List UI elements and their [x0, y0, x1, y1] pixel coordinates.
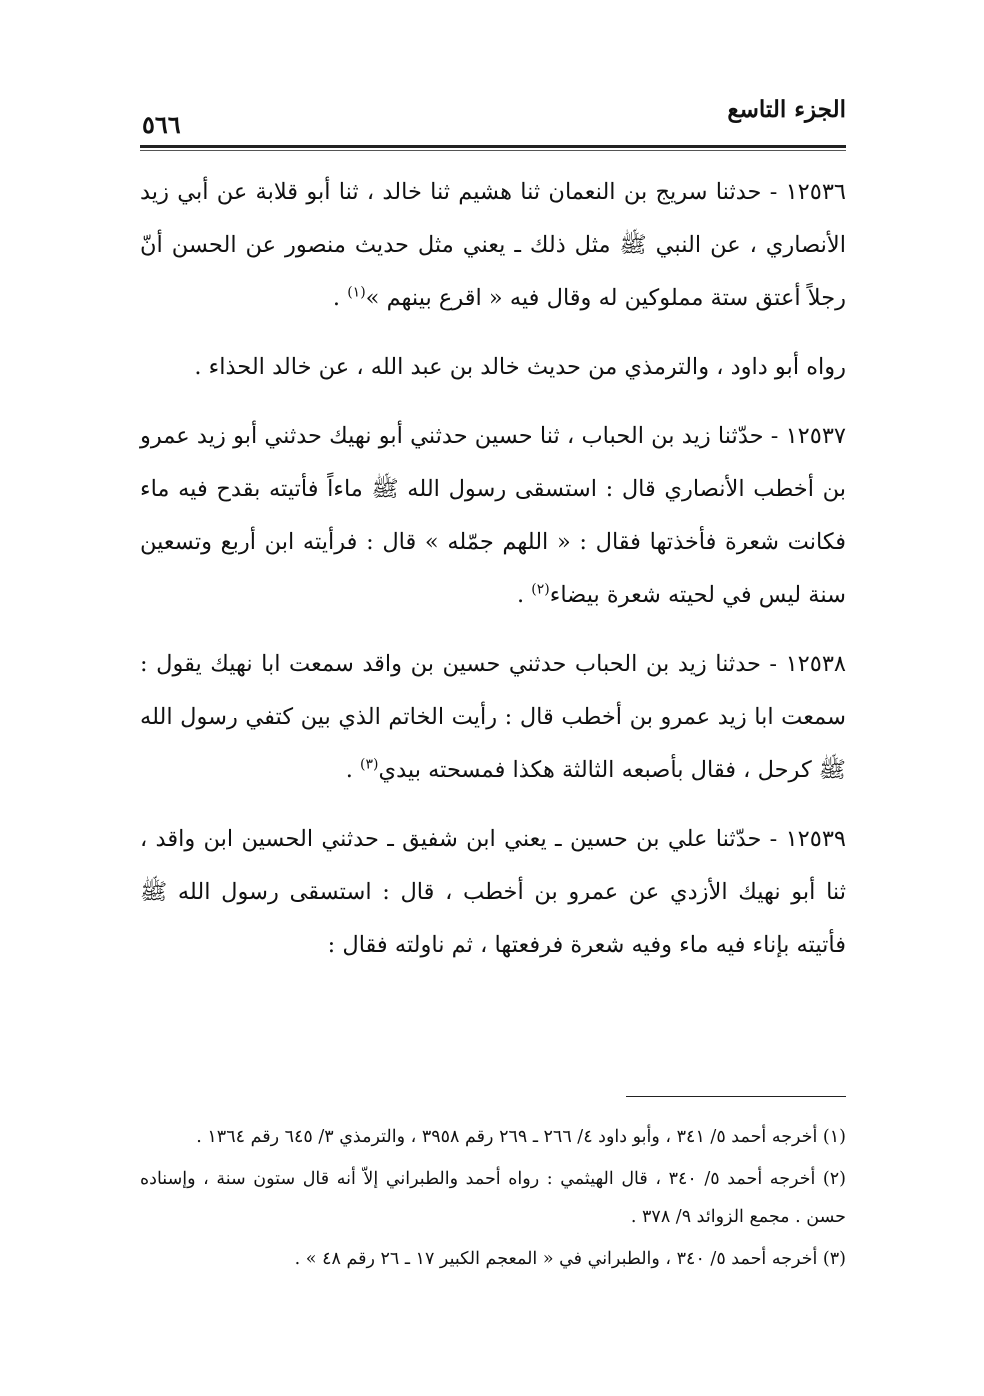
footnote-ref: (٣)	[360, 756, 379, 773]
paragraph-end: .	[345, 757, 361, 783]
paragraph-text: ١٢٥٣٧ - حدّثنا زيد بن الحباب ، ثنا حسين حدثني أبو نهيك حدثني أبو زيد عمرو بن أخطب الأنصاري قال : استسقى رسول الله ﷺ ماءاً فأتيته بقدح فيه ماء فكانت شعرة فأخذتها فقال : « اللهم جمّله » قال : فرأيته ابن أربع وتسعين سنة ليس في لحيته شعرة بيضاء	[140, 423, 846, 608]
footnotes	[140, 1118, 846, 1282]
hadith-12538	[140, 638, 846, 797]
paragraph-text: رواه أبو داود ، والترمذي من حديث خالد بن عبد الله ، عن خالد الحذاء .	[194, 354, 846, 380]
volume-title: الجزء التاسع	[727, 96, 846, 123]
header-rule	[140, 145, 846, 148]
footnote-2: (٢) أخرجه أحمد ٥/ ٣٤٠ ، قال الهيثمي : رواه أحمد والطبراني إلاّ أنه قال ستون سنة ، وإسناده حسن . مجمع الزوائد ٩/ ٣٧٨ .	[140, 1169, 846, 1227]
hadith-12537	[140, 410, 846, 622]
header-rule-thin	[140, 150, 846, 151]
paragraph-text: ١٢٥٣٨ - حدثنا زيد بن الحباب حدثني حسين بن واقد سمعت ابا نهيك يقول : سمعت ابا زيد عمرو بن أخطب قال : رأيت الخاتم الذي بين كتفي رسول الله ﷺ كرحل ، فقال بأصبعه الثالثة هكذا فمسحته بيدي	[140, 651, 846, 783]
commentary-paragraph	[140, 341, 846, 394]
main-text	[140, 166, 846, 988]
footnote-ref: (١)	[347, 284, 366, 301]
page-number: ٥٦٦	[142, 110, 181, 139]
paragraph-text: ١٢٥٣٦ - حدثنا سريج بن النعمان ثنا هشيم ثنا خالد ، ثنا أبو قلابة عن أبي زيد الأنصاري ، عن النبي ﷺ مثل ذلك ـ يعني مثل حديث منصور عن الحسن أنّ رجلاً أعتق ستة مملوكين له وقال فيه « اقرع بينهم »	[140, 179, 846, 311]
paragraph-end: .	[516, 582, 532, 608]
paragraph-end: .	[332, 285, 348, 311]
hadith-12536	[140, 166, 846, 325]
footnote-divider	[626, 1096, 846, 1097]
footnote-1: (١) أخرجه أحمد ٥/ ٣٤١ ، وأبو داود ٤/ ٢٦٦ ـ ٢٦٩ رقم ٣٩٥٨ ، والترمذي ٣/ ٦٤٥ رقم ١٣٦٤ .	[196, 1127, 846, 1147]
footnote-ref: (٢)	[531, 581, 550, 598]
hadith-12539	[140, 813, 846, 972]
footnote-3: (٣) أخرجه أحمد ٥/ ٣٤٠ ، والطبراني في « المعجم الكبير ١٧ ـ ٢٦ رقم ٤٨ » .	[294, 1249, 846, 1269]
page-header	[140, 96, 846, 146]
paragraph-text: ١٢٥٣٩ - حدّثنا علي بن حسين ـ يعني ابن شفيق ـ حدثني الحسين ابن واقد ، ثنا أبو نهيك الأزدي عن عمرو بن أخطب ، قال : استسقى رسول الله ﷺ فأتيته بإناء فيه ماء وفيه شعرة فرفعتها ، ثم ناولته فقال :	[140, 826, 846, 958]
